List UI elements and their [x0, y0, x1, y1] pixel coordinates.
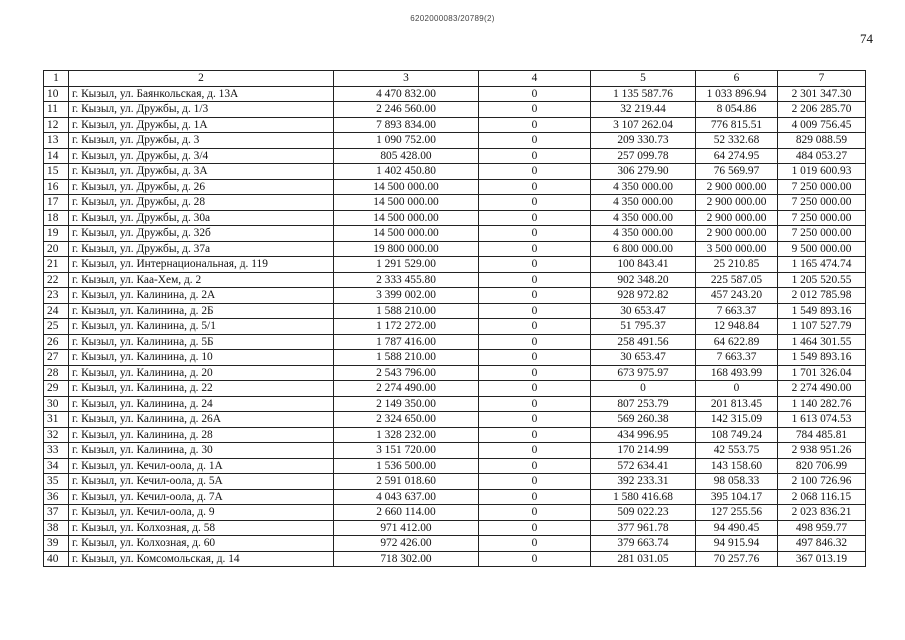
table-row	[44, 350, 866, 366]
row-number-cell: 21	[44, 257, 69, 273]
table-row	[44, 381, 866, 397]
value-col6-cell: 127 255.56	[696, 505, 778, 521]
table-row	[44, 226, 866, 242]
address-cell: г. Кызыл, ул. Калинина, д. 5/1	[69, 319, 334, 335]
value-col7-cell: 1 613 074.53	[778, 412, 866, 428]
table-row	[44, 474, 866, 490]
value-col5-cell: 4 350 000.00	[591, 195, 696, 211]
table-body	[44, 71, 866, 567]
value-col7-cell: 829 088.59	[778, 133, 866, 149]
value-col6-cell: 7 663.37	[696, 350, 778, 366]
value-col7-cell: 367 013.19	[778, 551, 866, 567]
address-cell: г. Кызыл, ул. Калинина, д. 22	[69, 381, 334, 397]
value-col7-cell: 2 100 726.96	[778, 474, 866, 490]
value-col3-cell: 2 324 650.00	[334, 412, 479, 428]
value-col6-cell: 457 243.20	[696, 288, 778, 304]
row-number-cell: 11	[44, 102, 69, 118]
value-col5-cell: 258 491.56	[591, 334, 696, 350]
value-col5-cell: 209 330.73	[591, 133, 696, 149]
row-number-cell: 12	[44, 117, 69, 133]
value-col4-cell: 0	[479, 102, 591, 118]
value-col6-cell: 52 332.68	[696, 133, 778, 149]
value-col5-cell: 281 031.05	[591, 551, 696, 567]
document-id: 6202000083/20789(2)	[410, 14, 495, 23]
value-col6-cell: 94 490.45	[696, 520, 778, 536]
row-number-cell: 30	[44, 396, 69, 412]
value-col7-cell: 2 206 285.70	[778, 102, 866, 118]
value-col6-cell: 201 813.45	[696, 396, 778, 412]
value-col5-cell: 377 961.78	[591, 520, 696, 536]
value-col3-cell: 972 426.00	[334, 536, 479, 552]
value-col6-cell: 70 257.76	[696, 551, 778, 567]
value-col4-cell: 0	[479, 164, 591, 180]
value-col6-cell: 142 315.09	[696, 412, 778, 428]
value-col7-cell: 1 140 282.76	[778, 396, 866, 412]
value-col4-cell: 0	[479, 427, 591, 443]
value-col5-cell: 572 634.41	[591, 458, 696, 474]
column-header-2: 2	[69, 71, 334, 87]
value-col4-cell: 0	[479, 288, 591, 304]
address-cell: г. Кызыл, ул. Калинина, д. 10	[69, 350, 334, 366]
value-col4-cell: 0	[479, 365, 591, 381]
value-col5-cell: 1 580 416.68	[591, 489, 696, 505]
value-col4-cell: 0	[479, 117, 591, 133]
value-col6-cell: 94 915.94	[696, 536, 778, 552]
address-cell: г. Кызыл, ул. Калинина, д. 5Б	[69, 334, 334, 350]
value-col5-cell: 30 653.47	[591, 350, 696, 366]
row-number-cell: 27	[44, 350, 69, 366]
value-col7-cell: 7 250 000.00	[778, 179, 866, 195]
row-number-cell: 33	[44, 443, 69, 459]
address-cell: г. Кызыл, ул. Колхозная, д. 58	[69, 520, 334, 536]
value-col7-cell: 2 301 347.30	[778, 86, 866, 102]
table-row	[44, 443, 866, 459]
row-number-cell: 19	[44, 226, 69, 242]
address-cell: г. Кызыл, ул. Дружбы, д. 1/3	[69, 102, 334, 118]
table-row	[44, 272, 866, 288]
address-cell: г. Кызыл, ул. Кечил-оола, д. 1А	[69, 458, 334, 474]
address-cell: г. Кызыл, ул. Баянкольская, д. 13А	[69, 86, 334, 102]
value-col6-cell: 7 663.37	[696, 303, 778, 319]
column-header-4: 4	[479, 71, 591, 87]
value-col3-cell: 971 412.00	[334, 520, 479, 536]
value-col5-cell: 51 795.37	[591, 319, 696, 335]
value-col7-cell: 1 019 600.93	[778, 164, 866, 180]
value-col4-cell: 0	[479, 179, 591, 195]
row-number-cell: 16	[44, 179, 69, 195]
table-row	[44, 536, 866, 552]
row-number-cell: 31	[44, 412, 69, 428]
column-header-1: 1	[44, 71, 69, 87]
address-cell: г. Кызыл, ул. Калинина, д. 20	[69, 365, 334, 381]
column-header-3: 3	[334, 71, 479, 87]
row-number-cell: 36	[44, 489, 69, 505]
value-col5-cell: 569 260.38	[591, 412, 696, 428]
value-col6-cell: 1 033 896.94	[696, 86, 778, 102]
value-col6-cell: 2 900 000.00	[696, 226, 778, 242]
row-number-cell: 25	[44, 319, 69, 335]
address-cell: г. Кызыл, ул. Дружбы, д. 3/4	[69, 148, 334, 164]
row-number-cell: 26	[44, 334, 69, 350]
address-cell: г. Кызыл, ул. Калинина, д. 2Б	[69, 303, 334, 319]
row-number-cell: 34	[44, 458, 69, 474]
value-col6-cell: 225 587.05	[696, 272, 778, 288]
value-col3-cell: 4 470 832.00	[334, 86, 479, 102]
row-number-cell: 35	[44, 474, 69, 490]
address-cell: г. Кызыл, ул. Дружбы, д. 26	[69, 179, 334, 195]
table-row	[44, 551, 866, 567]
value-col7-cell: 1 549 893.16	[778, 303, 866, 319]
table-row	[44, 195, 866, 211]
value-col4-cell: 0	[479, 272, 591, 288]
value-col7-cell: 1 107 527.79	[778, 319, 866, 335]
value-col7-cell: 784 485.81	[778, 427, 866, 443]
value-col3-cell: 7 893 834.00	[334, 117, 479, 133]
value-col7-cell: 1 165 474.74	[778, 257, 866, 273]
row-number-cell: 14	[44, 148, 69, 164]
row-number-cell: 24	[44, 303, 69, 319]
value-col7-cell: 7 250 000.00	[778, 195, 866, 211]
value-col3-cell: 2 274 490.00	[334, 381, 479, 397]
row-number-cell: 28	[44, 365, 69, 381]
address-cell: г. Кызыл, ул. Кечил-оола, д. 9	[69, 505, 334, 521]
table-row	[44, 210, 866, 226]
value-col4-cell: 0	[479, 148, 591, 164]
table-row	[44, 257, 866, 273]
value-col4-cell: 0	[479, 257, 591, 273]
value-col7-cell: 4 009 756.45	[778, 117, 866, 133]
value-col4-cell: 0	[479, 520, 591, 536]
value-col6-cell: 42 553.75	[696, 443, 778, 459]
header-row	[44, 71, 866, 87]
row-number-cell: 32	[44, 427, 69, 443]
value-col5-cell: 100 843.41	[591, 257, 696, 273]
value-col5-cell: 928 972.82	[591, 288, 696, 304]
value-col6-cell: 12 948.84	[696, 319, 778, 335]
value-col5-cell: 257 099.78	[591, 148, 696, 164]
column-header-5: 5	[591, 71, 696, 87]
value-col7-cell: 1 701 326.04	[778, 365, 866, 381]
value-col3-cell: 2 543 796.00	[334, 365, 479, 381]
row-number-cell: 15	[44, 164, 69, 180]
value-col6-cell: 776 815.51	[696, 117, 778, 133]
value-col4-cell: 0	[479, 396, 591, 412]
value-col4-cell: 0	[479, 489, 591, 505]
value-col6-cell: 168 493.99	[696, 365, 778, 381]
row-number-cell: 23	[44, 288, 69, 304]
table-row	[44, 241, 866, 257]
address-cell: г. Кызыл, ул. Комсомольская, д. 14	[69, 551, 334, 567]
value-col4-cell: 0	[479, 505, 591, 521]
table-row	[44, 365, 866, 381]
value-col7-cell: 2 023 836.21	[778, 505, 866, 521]
value-col6-cell: 64 622.89	[696, 334, 778, 350]
value-col5-cell: 30 653.47	[591, 303, 696, 319]
value-col3-cell: 1 588 210.00	[334, 303, 479, 319]
table-row	[44, 520, 866, 536]
table-row	[44, 396, 866, 412]
address-cell: г. Кызыл, ул. Дружбы, д. 28	[69, 195, 334, 211]
value-col7-cell: 7 250 000.00	[778, 210, 866, 226]
column-header-6: 6	[696, 71, 778, 87]
value-col3-cell: 1 536 500.00	[334, 458, 479, 474]
register-table	[43, 70, 866, 567]
value-col6-cell: 8 054.86	[696, 102, 778, 118]
value-col5-cell: 170 214.99	[591, 443, 696, 459]
row-number-cell: 13	[44, 133, 69, 149]
address-cell: г. Кызыл, ул. Дружбы, д. 32б	[69, 226, 334, 242]
value-col6-cell: 2 900 000.00	[696, 179, 778, 195]
value-col4-cell: 0	[479, 551, 591, 567]
address-cell: г. Кызыл, ул. Калинина, д. 26А	[69, 412, 334, 428]
value-col6-cell: 0	[696, 381, 778, 397]
value-col5-cell: 306 279.90	[591, 164, 696, 180]
value-col4-cell: 0	[479, 241, 591, 257]
value-col3-cell: 2 660 114.00	[334, 505, 479, 521]
row-number-cell: 18	[44, 210, 69, 226]
table-row	[44, 303, 866, 319]
value-col3-cell: 1 402 450.80	[334, 164, 479, 180]
value-col4-cell: 0	[479, 443, 591, 459]
row-number-cell: 38	[44, 520, 69, 536]
value-col5-cell: 392 233.31	[591, 474, 696, 490]
value-col4-cell: 0	[479, 226, 591, 242]
value-col4-cell: 0	[479, 303, 591, 319]
value-col7-cell: 9 500 000.00	[778, 241, 866, 257]
value-col7-cell: 1 205 520.55	[778, 272, 866, 288]
value-col4-cell: 0	[479, 334, 591, 350]
table-row	[44, 288, 866, 304]
value-col7-cell: 497 846.32	[778, 536, 866, 552]
value-col7-cell: 1 464 301.55	[778, 334, 866, 350]
value-col6-cell: 76 569.97	[696, 164, 778, 180]
table-row	[44, 412, 866, 428]
value-col3-cell: 805 428.00	[334, 148, 479, 164]
column-header-7: 7	[778, 71, 866, 87]
value-col6-cell: 25 210.85	[696, 257, 778, 273]
address-cell: г. Кызыл, ул. Дружбы, д. 37а	[69, 241, 334, 257]
address-cell: г. Кызыл, ул. Калинина, д. 24	[69, 396, 334, 412]
value-col6-cell: 2 900 000.00	[696, 195, 778, 211]
value-col3-cell: 1 172 272.00	[334, 319, 479, 335]
value-col5-cell: 0	[591, 381, 696, 397]
value-col3-cell: 2 333 455.80	[334, 272, 479, 288]
row-number-cell: 37	[44, 505, 69, 521]
row-number-cell: 22	[44, 272, 69, 288]
value-col5-cell: 1 135 587.76	[591, 86, 696, 102]
table-row	[44, 102, 866, 118]
value-col6-cell: 143 158.60	[696, 458, 778, 474]
value-col4-cell: 0	[479, 474, 591, 490]
table-row	[44, 117, 866, 133]
address-cell: г. Кызыл, ул. Колхозная, д. 60	[69, 536, 334, 552]
value-col7-cell: 2 068 116.15	[778, 489, 866, 505]
value-col3-cell: 3 151 720.00	[334, 443, 479, 459]
value-col4-cell: 0	[479, 210, 591, 226]
value-col5-cell: 673 975.97	[591, 365, 696, 381]
value-col5-cell: 902 348.20	[591, 272, 696, 288]
row-number-cell: 10	[44, 86, 69, 102]
value-col4-cell: 0	[479, 86, 591, 102]
value-col6-cell: 395 104.17	[696, 489, 778, 505]
value-col6-cell: 3 500 000.00	[696, 241, 778, 257]
value-col5-cell: 4 350 000.00	[591, 210, 696, 226]
value-col3-cell: 2 246 560.00	[334, 102, 479, 118]
value-col5-cell: 807 253.79	[591, 396, 696, 412]
value-col4-cell: 0	[479, 381, 591, 397]
value-col4-cell: 0	[479, 195, 591, 211]
value-col5-cell: 4 350 000.00	[591, 226, 696, 242]
table-row	[44, 458, 866, 474]
value-col6-cell: 108 749.24	[696, 427, 778, 443]
table-row	[44, 133, 866, 149]
value-col6-cell: 2 900 000.00	[696, 210, 778, 226]
value-col5-cell: 32 219.44	[591, 102, 696, 118]
value-col3-cell: 14 500 000.00	[334, 179, 479, 195]
value-col5-cell: 4 350 000.00	[591, 179, 696, 195]
address-cell: г. Кызыл, ул. Интернациональная, д. 119	[69, 257, 334, 273]
address-cell: г. Кызыл, ул. Дружбы, д. 3А	[69, 164, 334, 180]
value-col7-cell: 2 274 490.00	[778, 381, 866, 397]
row-number-cell: 39	[44, 536, 69, 552]
value-col3-cell: 14 500 000.00	[334, 210, 479, 226]
value-col5-cell: 379 663.74	[591, 536, 696, 552]
address-cell: г. Кызыл, ул. Калинина, д. 2А	[69, 288, 334, 304]
row-number-cell: 40	[44, 551, 69, 567]
table-row	[44, 505, 866, 521]
value-col6-cell: 98 058.33	[696, 474, 778, 490]
row-number-cell: 17	[44, 195, 69, 211]
value-col4-cell: 0	[479, 458, 591, 474]
address-cell: г. Кызыл, ул. Дружбы, д. 30а	[69, 210, 334, 226]
value-col3-cell: 1 328 232.00	[334, 427, 479, 443]
value-col3-cell: 1 291 529.00	[334, 257, 479, 273]
value-col5-cell: 6 800 000.00	[591, 241, 696, 257]
value-col3-cell: 1 090 752.00	[334, 133, 479, 149]
value-col4-cell: 0	[479, 536, 591, 552]
address-cell: г. Кызыл, ул. Каа-Хем, д. 2	[69, 272, 334, 288]
value-col3-cell: 19 800 000.00	[334, 241, 479, 257]
address-cell: г. Кызыл, ул. Калинина, д. 28	[69, 427, 334, 443]
value-col3-cell: 2 149 350.00	[334, 396, 479, 412]
table-row	[44, 86, 866, 102]
table-row	[44, 148, 866, 164]
value-col3-cell: 14 500 000.00	[334, 195, 479, 211]
value-col7-cell: 484 053.27	[778, 148, 866, 164]
value-col7-cell: 2 012 785.98	[778, 288, 866, 304]
value-col4-cell: 0	[479, 350, 591, 366]
table-row	[44, 179, 866, 195]
value-col4-cell: 0	[479, 412, 591, 428]
value-col5-cell: 509 022.23	[591, 505, 696, 521]
address-cell: г. Кызыл, ул. Калинина, д. 30	[69, 443, 334, 459]
value-col3-cell: 3 399 002.00	[334, 288, 479, 304]
address-cell: г. Кызыл, ул. Кечил-оола, д. 5А	[69, 474, 334, 490]
value-col7-cell: 1 549 893.16	[778, 350, 866, 366]
value-col3-cell: 718 302.00	[334, 551, 479, 567]
value-col4-cell: 0	[479, 319, 591, 335]
table-row	[44, 319, 866, 335]
value-col7-cell: 2 938 951.26	[778, 443, 866, 459]
row-number-cell: 20	[44, 241, 69, 257]
table-row	[44, 489, 866, 505]
value-col6-cell: 64 274.95	[696, 148, 778, 164]
row-number-cell: 29	[44, 381, 69, 397]
value-col3-cell: 2 591 018.60	[334, 474, 479, 490]
value-col4-cell: 0	[479, 133, 591, 149]
value-col7-cell: 498 959.77	[778, 520, 866, 536]
address-cell: г. Кызыл, ул. Дружбы, д. 1А	[69, 117, 334, 133]
address-cell: г. Кызыл, ул. Дружбы, д. 3	[69, 133, 334, 149]
value-col3-cell: 4 043 637.00	[334, 489, 479, 505]
value-col3-cell: 14 500 000.00	[334, 226, 479, 242]
table-row	[44, 427, 866, 443]
table-row	[44, 164, 866, 180]
value-col7-cell: 7 250 000.00	[778, 226, 866, 242]
value-col3-cell: 1 588 210.00	[334, 350, 479, 366]
value-col3-cell: 1 787 416.00	[334, 334, 479, 350]
value-col7-cell: 820 706.99	[778, 458, 866, 474]
page-number: 74	[860, 31, 873, 46]
value-col5-cell: 3 107 262.04	[591, 117, 696, 133]
address-cell: г. Кызыл, ул. Кечил-оола, д. 7А	[69, 489, 334, 505]
table-row	[44, 334, 866, 350]
value-col5-cell: 434 996.95	[591, 427, 696, 443]
